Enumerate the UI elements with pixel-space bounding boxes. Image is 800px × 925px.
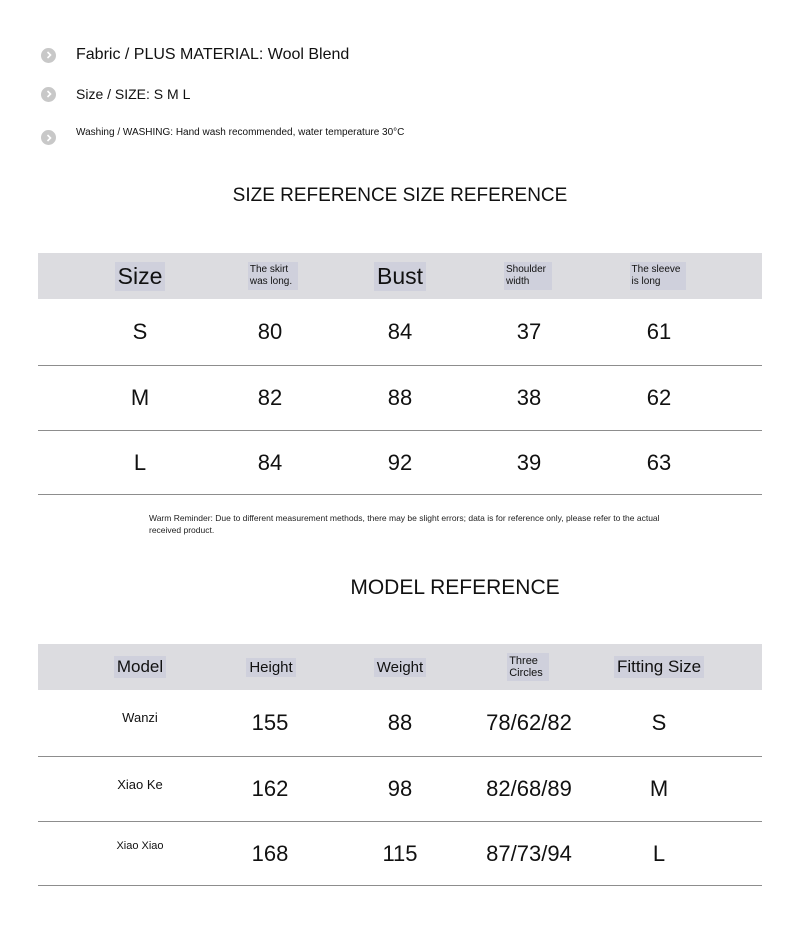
row-height: 168 xyxy=(251,840,289,866)
model-reference-title: MODEL REFERENCE xyxy=(350,576,560,599)
header-weight: Weight xyxy=(360,644,440,690)
chevron-right-icon xyxy=(41,48,56,63)
row-bust: 88 xyxy=(387,385,413,410)
row-shoulder: 39 xyxy=(516,449,542,475)
row-bust: 92 xyxy=(387,449,413,475)
row-three-circles: 82/68/89 xyxy=(486,776,572,801)
info-washing xyxy=(41,120,404,145)
size-reference-title: SIZE REFERENCE SIZE REFERENCE xyxy=(232,185,568,206)
table-row xyxy=(38,757,762,822)
row-size: M xyxy=(130,385,150,410)
chevron-right-icon xyxy=(41,130,56,145)
info-size xyxy=(41,86,190,102)
row-weight: 115 xyxy=(382,840,418,866)
row-sleeve: 62 xyxy=(646,385,672,410)
table-row xyxy=(38,822,762,886)
model-table xyxy=(38,644,762,886)
header-three-circles: Three Circles xyxy=(498,644,558,690)
info-fabric-text: Fabric / PLUS MATERIAL: Wool Blend xyxy=(76,46,350,63)
info-fabric xyxy=(41,46,349,64)
row-model: Xiao Ke xyxy=(117,777,163,792)
row-three-circles: 78/62/82 xyxy=(486,710,572,735)
chevron-right-icon xyxy=(41,87,56,102)
table-row xyxy=(38,431,762,495)
row-shoulder: 38 xyxy=(516,385,542,410)
row-bust: 84 xyxy=(387,319,413,344)
size-table-header xyxy=(38,253,762,299)
header-height: Height xyxy=(233,644,309,690)
warm-reminder-note: Warm Reminder: Due to different measurement methods, there may be slight errors; data is for reference only, please refer to the actual received product. xyxy=(149,513,660,535)
row-height: 155 xyxy=(251,710,289,735)
row-model: Xiao Xiao xyxy=(116,840,164,852)
header-bust: Bust xyxy=(358,253,442,299)
table-row xyxy=(38,299,762,366)
header-model: Model xyxy=(100,644,180,690)
row-height: 162 xyxy=(251,776,289,801)
row-skirt-length: 82 xyxy=(257,385,283,410)
row-weight: 98 xyxy=(387,776,413,801)
row-fitting-size: M xyxy=(649,776,669,801)
row-size: S xyxy=(132,319,148,344)
row-fitting-size: L xyxy=(652,840,666,866)
row-sleeve: 61 xyxy=(646,319,672,344)
row-weight: 88 xyxy=(387,710,413,735)
table-row xyxy=(38,690,762,757)
header-sleeve-length: The sleeve is long xyxy=(628,253,688,299)
table-row xyxy=(38,366,762,431)
row-model: Wanzi xyxy=(122,710,158,725)
header-fitting-size: Fitting Size xyxy=(606,644,712,690)
row-skirt-length: 84 xyxy=(257,449,283,475)
row-fitting-size: S xyxy=(651,710,667,735)
header-skirt-length: The skirt was long. xyxy=(238,253,308,299)
model-table-header xyxy=(38,644,762,690)
info-washing-text: Washing / WASHING: Hand wash recommended, water temperature 30°C xyxy=(76,127,405,138)
row-sleeve: 63 xyxy=(646,449,672,475)
size-table xyxy=(38,253,762,495)
row-three-circles: 87/73/94 xyxy=(486,840,572,866)
header-shoulder-width: Shoulder width xyxy=(498,253,558,299)
row-skirt-length: 80 xyxy=(257,319,283,344)
header-size: Size xyxy=(100,253,180,299)
row-size: L xyxy=(133,449,147,475)
info-size-text: Size / SIZE: S M L xyxy=(76,86,191,102)
row-shoulder: 37 xyxy=(516,319,542,344)
